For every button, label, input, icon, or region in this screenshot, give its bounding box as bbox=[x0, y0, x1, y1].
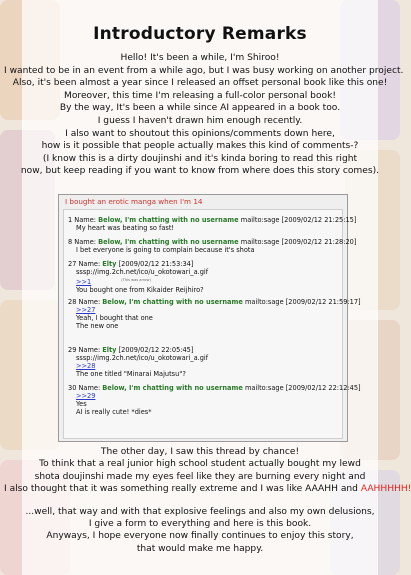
poster-name: Below, I'm chatting with no username bbox=[98, 238, 239, 246]
outro-shout: AAHHHHH! bbox=[360, 484, 411, 495]
small-note: (This was arrow) bbox=[121, 278, 151, 283]
reply-link[interactable]: >>1 bbox=[76, 278, 92, 287]
intro-line: how is it possible that people actually makes this kind of comments-? bbox=[41, 141, 359, 152]
post-meta: [2009/02/12 22:05:45] bbox=[118, 346, 194, 354]
page-title: Introductory Remarks bbox=[93, 24, 307, 44]
post-body: You bought one from Kikaider Reijhiro? bbox=[76, 286, 204, 295]
intro-line: (I know this is a dirty doujinshi and it's kinda boring to read this right bbox=[42, 153, 358, 164]
poster-name: Below, I'm chatting with no username bbox=[98, 216, 239, 224]
post-meta: [2009/02/12 21:53:34] bbox=[118, 260, 194, 268]
outro-text bbox=[4, 446, 411, 555]
post-body: AI is really cute! *dies* bbox=[76, 408, 152, 417]
post-number: 8 bbox=[68, 238, 73, 246]
outro-line bbox=[4, 483, 411, 495]
reply-link[interactable]: >>28 bbox=[76, 362, 96, 371]
intro-line: Moreover, this time I'm releasing a full-color personal book! bbox=[64, 90, 336, 101]
outro-line-prefix: I also thought that it was something really extreme and I was like AAAHH and bbox=[4, 484, 361, 495]
post-body: The one titled "Minarai Majutsu"? bbox=[76, 370, 186, 379]
intro-line: I guess I haven't drawn him enough recently. bbox=[97, 115, 303, 126]
post-meta: mailto:sage [2009/02/12 22:12:45] bbox=[244, 384, 361, 392]
post-number: 28 bbox=[68, 298, 77, 306]
post-body: Yes bbox=[76, 400, 87, 409]
poster-name: Below, I'm chatting with no username bbox=[102, 298, 243, 306]
post-number: 1 bbox=[68, 216, 73, 224]
outro-line: that would make me happy. bbox=[136, 543, 264, 554]
intro-line: I also want to shoutout this opinions/comments down here, bbox=[65, 128, 335, 139]
thread-post: 28 Name: Below, I'm chatting with no username mailto:sage [2009/02/12 21:59:17] >>27 Yeah, I bought that one The new one bbox=[68, 298, 361, 331]
reply-link[interactable]: >>29 bbox=[76, 392, 96, 401]
post-body: Yeah, I bought that one bbox=[76, 314, 153, 323]
thread-post: 1 Name: Below, I'm chatting with no username mailto:sage [2009/02/12 21:25:15] My heart was beating so fast! bbox=[68, 216, 357, 233]
thread-posts bbox=[63, 209, 361, 439]
post-body: I bet everyone is going to complain because it's shota bbox=[76, 246, 255, 255]
intro-line: Also, it's been almost a year since I released an offset personal book like this one! bbox=[12, 78, 388, 89]
intro-text bbox=[4, 52, 404, 178]
intro-line: Hello! It's been a while, I'm Shiroo! bbox=[120, 53, 280, 63]
poster-name: Below, I'm chatting with no username bbox=[102, 384, 243, 392]
post-body: My heart was beating so fast! bbox=[76, 224, 175, 233]
outro-line: shota doujinshi made my eyes feel like they are burning every night and bbox=[34, 471, 366, 482]
post-body: sssp://img.2ch.net/ico/u_okotowari_a.gif bbox=[76, 354, 209, 363]
poster-name: Elty bbox=[102, 260, 117, 268]
outro-line: To think that a real junior high school student actually bought my lewd bbox=[39, 459, 361, 470]
outro-line: Anyways, I hope everyone now finally continues to enjoy this story, bbox=[46, 531, 354, 542]
thread-title: I bought an erotic manga when I'm 14 bbox=[65, 197, 203, 206]
post-number: 27 bbox=[68, 260, 77, 268]
outro-line: I give a form to everything and here is this book. bbox=[88, 519, 312, 530]
post-meta: mailto:sage [2009/02/12 21:59:17] bbox=[244, 298, 361, 306]
thread-post: 30 Name: Below, I'm chatting with no username mailto:sage [2009/02/12 22:12:45] >>29 Yes AI is really cute! *dies* bbox=[68, 384, 361, 417]
intro-line: now, but keep reading if you want to know from where does this story comes). bbox=[20, 166, 380, 177]
forum-thread-screenshot bbox=[58, 194, 361, 442]
post-body: The new one bbox=[76, 322, 119, 331]
intro-line: I wanted to be in an event from a while ago, but I was busy working on another project. bbox=[4, 65, 404, 76]
thread-post: 29 Name: Elty [2009/02/12 22:05:45] sssp://img.2ch.net/ico/u_okotowari_a.gif >>28 The one titled "Minarai Majutsu"? bbox=[68, 346, 209, 379]
thread-post: 27 Name: Elty [2009/02/12 21:53:34] sssp://img.2ch.net/ico/u_okotowari_a.gif >>1 $^{(This was arrow)}$ You bought one from Kikaider Reijhiro? bbox=[68, 260, 209, 295]
outro-line: The other day, I saw this thread by chance! bbox=[100, 447, 300, 457]
intro-line: By the way, It's been a while since AI appeared in a book too. bbox=[59, 103, 341, 114]
post-number: 29 bbox=[68, 346, 77, 354]
post-meta: mailto:sage [2009/02/12 21:25:15] bbox=[240, 216, 357, 224]
post-number: 30 bbox=[68, 384, 77, 392]
thread-post: 8 Name: Below, I'm chatting with no username mailto:sage [2009/02/12 21:28:20] I bet everyone is going to complain because it's shota bbox=[68, 238, 357, 255]
reply-link[interactable]: >>27 bbox=[76, 306, 96, 315]
post-meta: mailto:sage [2009/02/12 21:28:20] bbox=[240, 238, 357, 246]
post-body: sssp://img.2ch.net/ico/u_okotowari_a.gif bbox=[76, 268, 209, 277]
outro-line: ...well, that way and with that explosive feelings and also my own delusions, bbox=[25, 506, 375, 517]
poster-name: Elty bbox=[102, 346, 117, 354]
